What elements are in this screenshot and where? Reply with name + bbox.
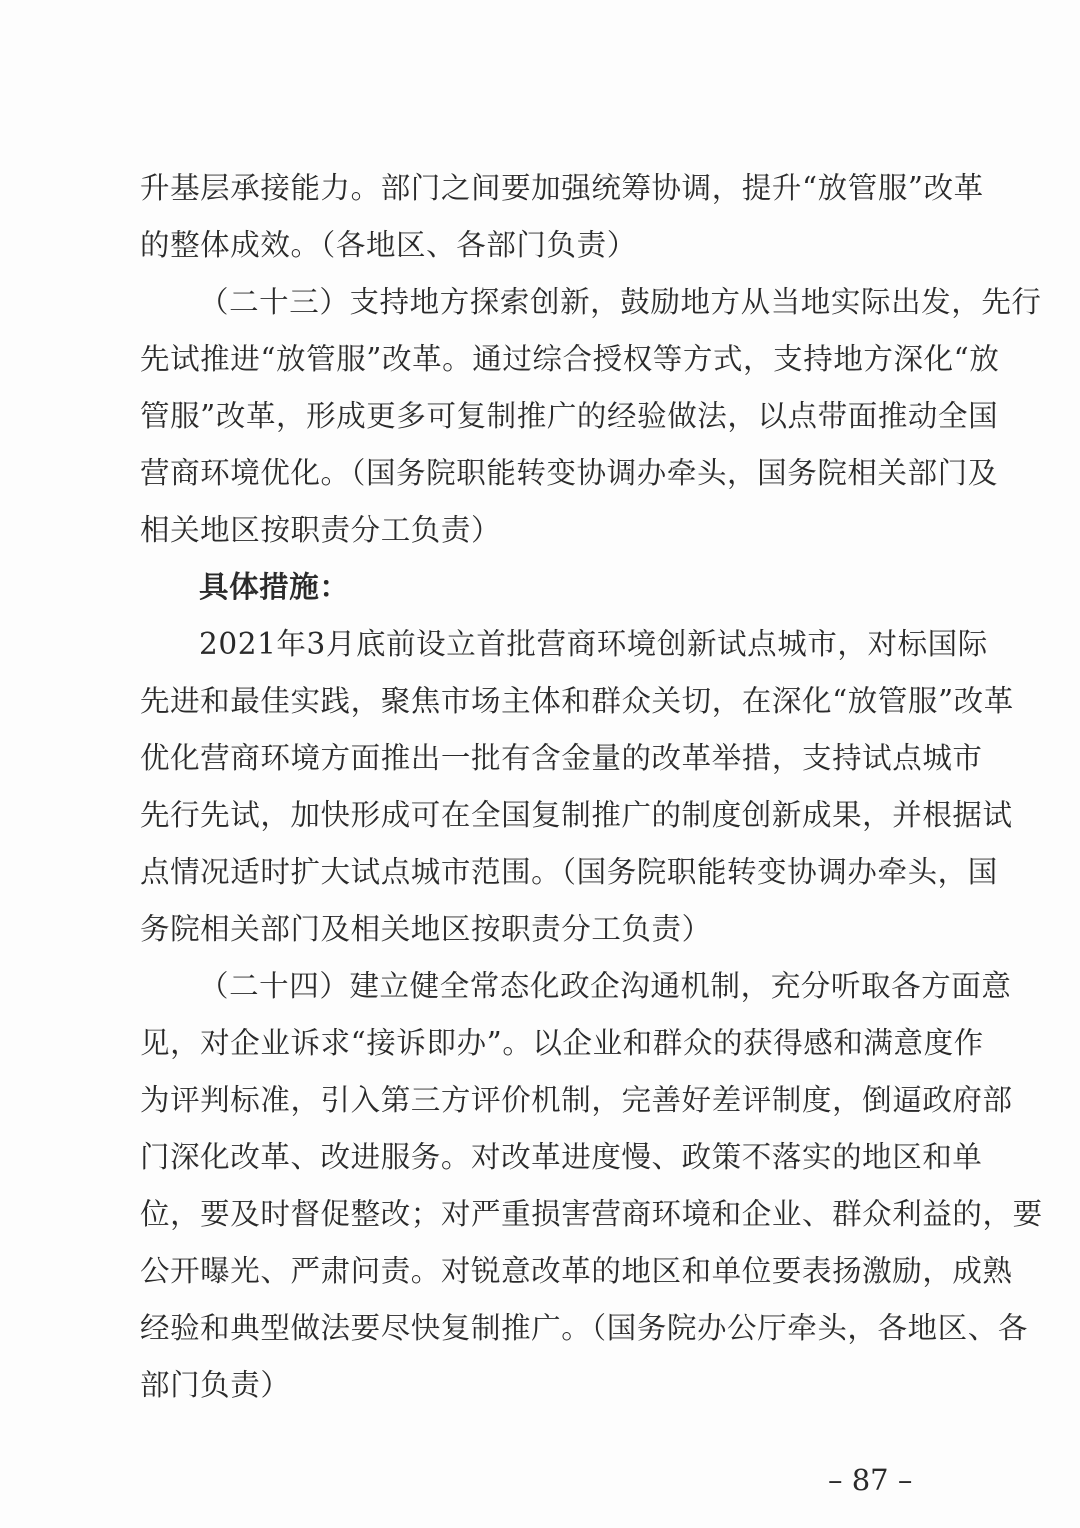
page-number: – 87 – [828,1463,913,1497]
text-line: 升基层承接能力。部门之间要加强统筹协调，提升“放管服”改革 [140,171,984,205]
text-line: （二十四）建立健全常态化政企沟通机制，充分听取各方面意 [199,969,1012,1003]
text-line: 2021年3月底前设立首批营商环境创新试点城市，对标国际 [199,627,988,661]
text-line: 部门负责） [140,1368,291,1402]
text-line: 为评判标准，引入第三方评价机制，完善好差评制度，倒逼政府部 [140,1083,1013,1117]
text-line: 点情况适时扩大试点城市范围。（国务院职能转变协调办牵头，国 [140,855,998,889]
text-line: 见，对企业诉求“接诉即办”。以企业和群众的获得感和满意度作 [140,1026,984,1060]
text-line: 先行先试，加快形成可在全国复制推广的制度创新成果，并根据试 [140,798,1013,832]
text-line: 务院相关部门及相关地区按职责分工负责） [140,912,712,946]
text-line: 门深化改革、改进服务。对改革进度慢、政策不落实的地区和单 [140,1140,983,1174]
text-line: 管服”改革，形成更多可复制推广的经验做法，以点带面推动全国 [140,399,999,433]
body-text [140,160,1043,1414]
text-line: 的整体成效。（各地区、各部门负责） [140,228,637,262]
text-line: 公开曝光、严肃问责。对锐意改革的地区和单位要表扬激励，成熟 [140,1254,1013,1288]
text-line: （二十三）支持地方探索创新，鼓励地方从当地实际出发，先行 [199,285,1042,319]
text-line: 经验和典型做法要尽快复制推广。（国务院办公厅牵头，各地区、各 [140,1311,1028,1345]
text-line: 位，要及时督促整改；对严重损害营商环境和企业、群众利益的，要 [140,1197,1043,1231]
text-line: 优化营商环境方面推出一批有含金量的改革举措，支持试点城市 [140,741,983,775]
text-line: 营商环境优化。（国务院职能转变协调办牵头，国务院相关部门及 [140,456,998,490]
section-heading: 具体措施： [199,570,350,604]
text-line: 相关地区按职责分工负责） [140,513,502,547]
text-line: 先进和最佳实践，聚焦市场主体和群众关切，在深化“放管服”改革 [140,684,1014,718]
text-line: 先试推进“放管服”改革。通过综合授权等方式，支持地方深化“放 [140,342,1000,376]
